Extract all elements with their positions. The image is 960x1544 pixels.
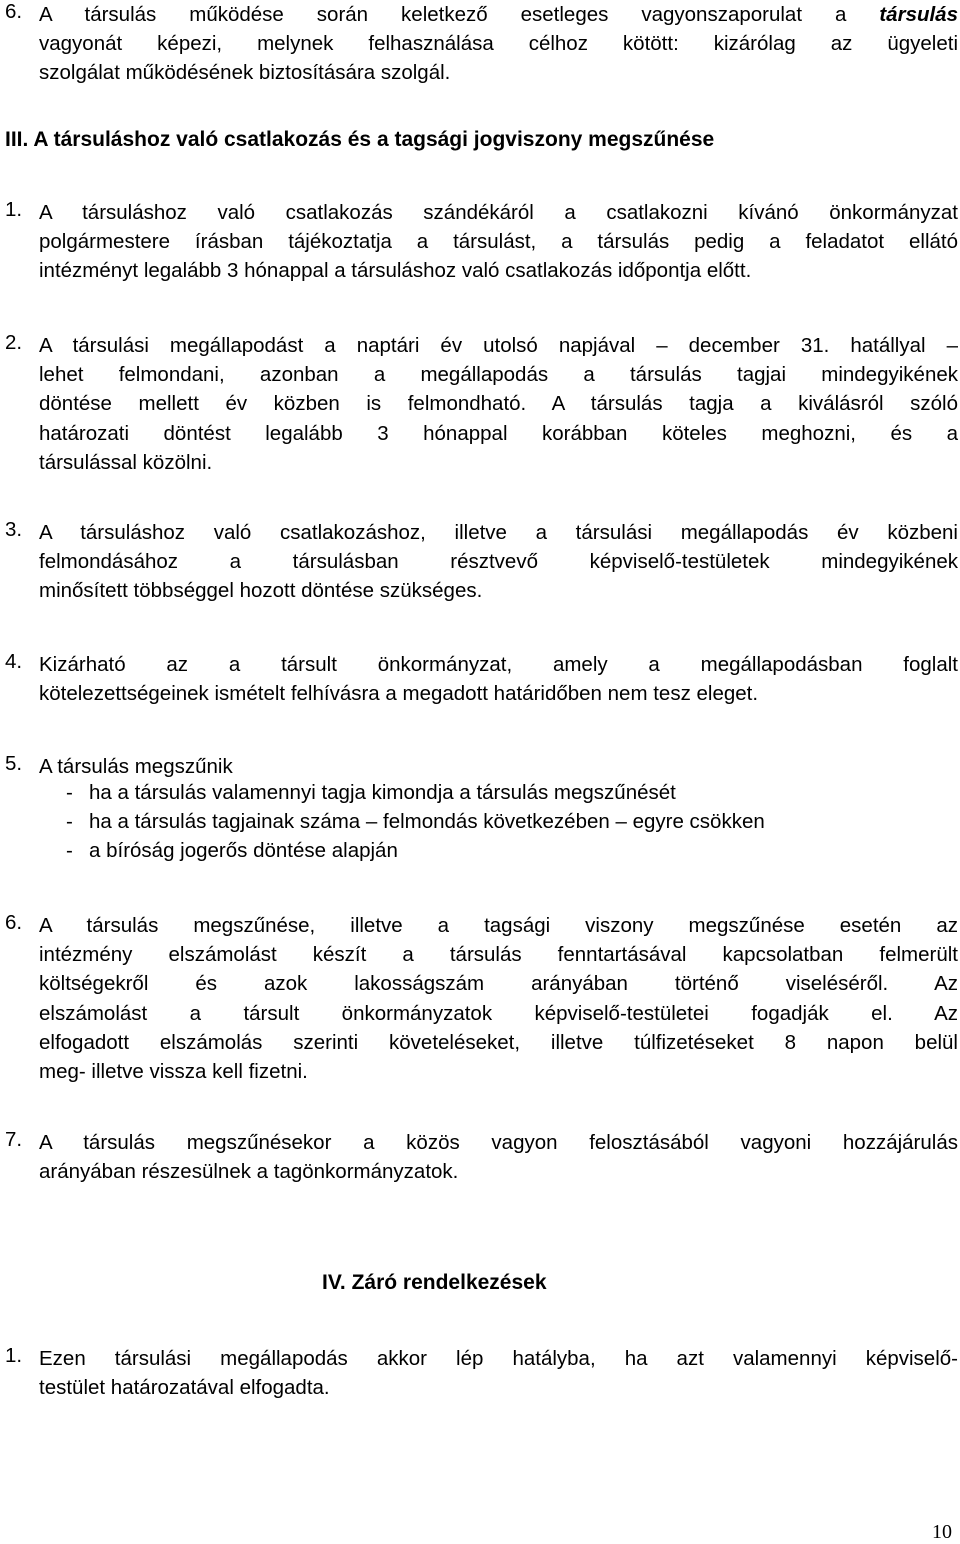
list-item-2-termination [0,331,958,477]
paragraph-line: polgármestere írásban tájékoztatja a társulást, a társulás pedig a feladatot ellátó [39,230,958,254]
item-number: 7. [5,1128,23,1151]
list-item-4-exclusion [0,650,958,708]
paragraph-line: határozati döntést legalább 3 hónappal korábban köteles meghozni, és a [39,421,958,445]
list-item-1-joining [0,198,958,286]
paragraph-line: meg- illetve vissza kell fizetni. [39,1060,308,1084]
paragraph-line: testület határozatával elfogadta. [39,1376,330,1400]
paragraph-line: társulással közölni. [39,450,213,474]
paragraph-line: A társuláshoz való csatlakozáshoz, illetve a társulási megállapodás év közbeni [39,521,958,544]
paragraph-line: A társulás megszűnik [39,755,233,778]
paragraph-line: A társulás megszűnése, illetve a tagsági viszony megszűnése esetén az [39,914,958,937]
item-number: 2. [5,331,23,354]
paragraph-line: A társuláshoz való csatlakozás szándékáról a csatlakozni kívánó önkormányzat [39,201,958,224]
paragraph-line: lehet felmondani, azonban a megállapodás a társulás tagjai mindegyikének [39,363,958,387]
paragraph-line: szolgálat működésének biztosítására szolgál. [39,61,451,85]
section-heading-iii: III. A társuláshoz való csatlakozás és a tagsági jogviszony megszűnése [5,128,715,151]
dash-bullet: - [66,810,73,833]
dash-bullet: - [66,839,73,862]
item-number: 4. [5,650,23,673]
paragraph-line: költségekről és azok lakosságszám arányában történő viseléséről. Az [39,972,958,996]
list-item-6-assets [0,0,958,88]
paragraph-line: kötelezettségeinek ismételt felhívásra a megadott határidőben nem tesz eleget. [39,682,759,706]
paragraph-line: intézményt legalább 3 hónappal a társuláshoz való csatlakozás időpontja előtt. [39,259,752,283]
list-item-7-asset-division [0,1128,958,1186]
document-page: 6. A társulás működése során keletkező esetleges vagyonszaporulat a társulás vagyonát képezi, melynek felhasználása célhoz kötött: kizárólag az ügyeleti szolgálat működésének biztosítására szolgál. III. A társuláshoz való csatlakozás és a tagsági jogviszony megszűnése 1. A társuláshoz való csatlakozás szándékáról a csatlakozni kívánó önkormányzat polgármestere írásban tájékoztatja a társulást, a társulás pedig a feladatot ellátó intézményt legalább 3 hónappal a társuláshoz való csatlakozás időpontja előtt. 2. A társulási megállapodást a naptári év utolsó napjával – december 31. hatállyal – lehet felmondani, azonban a megállapodás a társulás tagjai mindegyikének döntése mellett év közben is felmondható. A társulás tagja a kiválásról szóló határozati döntést legalább 3 hónappal korábban köteles meghozni, és a társulással közölni. 3. A társuláshoz való csatlakozáshoz, illetve a társulási megállapodás év közbeni felmondásához a társulásban résztvevő képviselő-testületek mindegyikének minősített többséggel hozott döntése szükséges. 4. Kizárható az a társult önkormányzat, amely a megállapodásban foglalt kötelezettségeinek ismételt felhívásra a megadott határidőben nem tesz eleget. 5. A társulás megszűnik - ha a társulás valamennyi tagja kimondja a társulás megszűnését - ha a társulás tagjainak száma – felmondás következében – egyre csökken - a bíróság jogerős döntése alapján 6. A társulás megszűnése, illetve a tagsági viszony megszűnése esetén az intézmény elszámolást készít a társulás fenntartásával kapcsolatban felmerült költségekről és azok lakosságszám arányában történő viseléséről. Az elszámolást a társult önkormányzatok képviselő-testületei fogadják el. Az elfogadott elszámolás szerinti követeléseket, illetve túlfizetéseket 8 napon belül meg- illetve vissza kell fizetni. 7. A társulás megszűnésekor a közös vagyon felosztásából vagyoni hozzájárulás arányában részesülnek a tagönkormányzatok. IV. Záró rendelkezések 1. Ezen társulási megállapodás akkor lép hatályba, ha azt valamennyi képviselő- testület határozatával elfogadta. 10 [0,0,960,1544]
paragraph-line: A társulás megszűnésekor a közös vagyon felosztásából vagyoni hozzájárulás [39,1131,958,1154]
page-number: 10 [932,1521,952,1543]
paragraph-line: vagyonát képezi, melynek felhasználása célhoz kötött: kizárólag az ügyeleti [39,32,958,56]
list-item-5-dissolution [0,752,958,781]
paragraph-line: minősített többséggel hozott döntése szükséges. [39,579,483,603]
section-heading-iv: IV. Záró rendelkezések [322,1271,547,1294]
item-number: 1. [5,1344,23,1367]
paragraph-line: arányában részesülnek a tagönkormányzatok. [39,1160,459,1184]
dash-bullet: - [66,781,73,804]
paragraph-line: Kizárható az a társult önkormányzat, amely a megállapodásban foglalt [39,653,958,676]
paragraph-line: Ezen társulási megállapodás akkor lép hatályba, ha azt valamennyi képviselő- [39,1347,958,1370]
emphasized-term: társulás [879,3,958,26]
item-number: 1. [5,198,23,221]
paragraph-line: felmondásához a társulásban résztvevő képviselő-testületek mindegyikének [39,550,958,574]
list-item-3-qualified-majority [0,518,958,606]
item-number: 5. [5,752,23,775]
paragraph-line: A társulási megállapodást a naptári év utolsó napjával – december 31. hatállyal – [39,334,958,357]
item-number: 6. [5,911,23,934]
paragraph-line: elfogadott elszámolás szerinti követeléseket, illetve túlfizetéseket 8 napon belül [39,1030,958,1054]
paragraph-line: intézmény elszámolást készít a társulás fenntartásával kapcsolatban felmerült [39,943,958,967]
paragraph-line: döntése mellett év közben is felmondható. A társulás tagja a kiválásról szóló [39,392,958,416]
item-number: 3. [5,518,23,541]
list-item-6-settlement [0,911,958,1086]
item-number: 6. [5,0,23,23]
paragraph-line: elszámolást a társult önkormányzatok képviselő-testületei fogadják el. Az [39,1001,958,1025]
list-item-1-entry-into-force [0,1344,958,1402]
paragraph-line: A társulás működése során keletkező esetleges vagyonszaporulat a társulás [39,3,958,26]
